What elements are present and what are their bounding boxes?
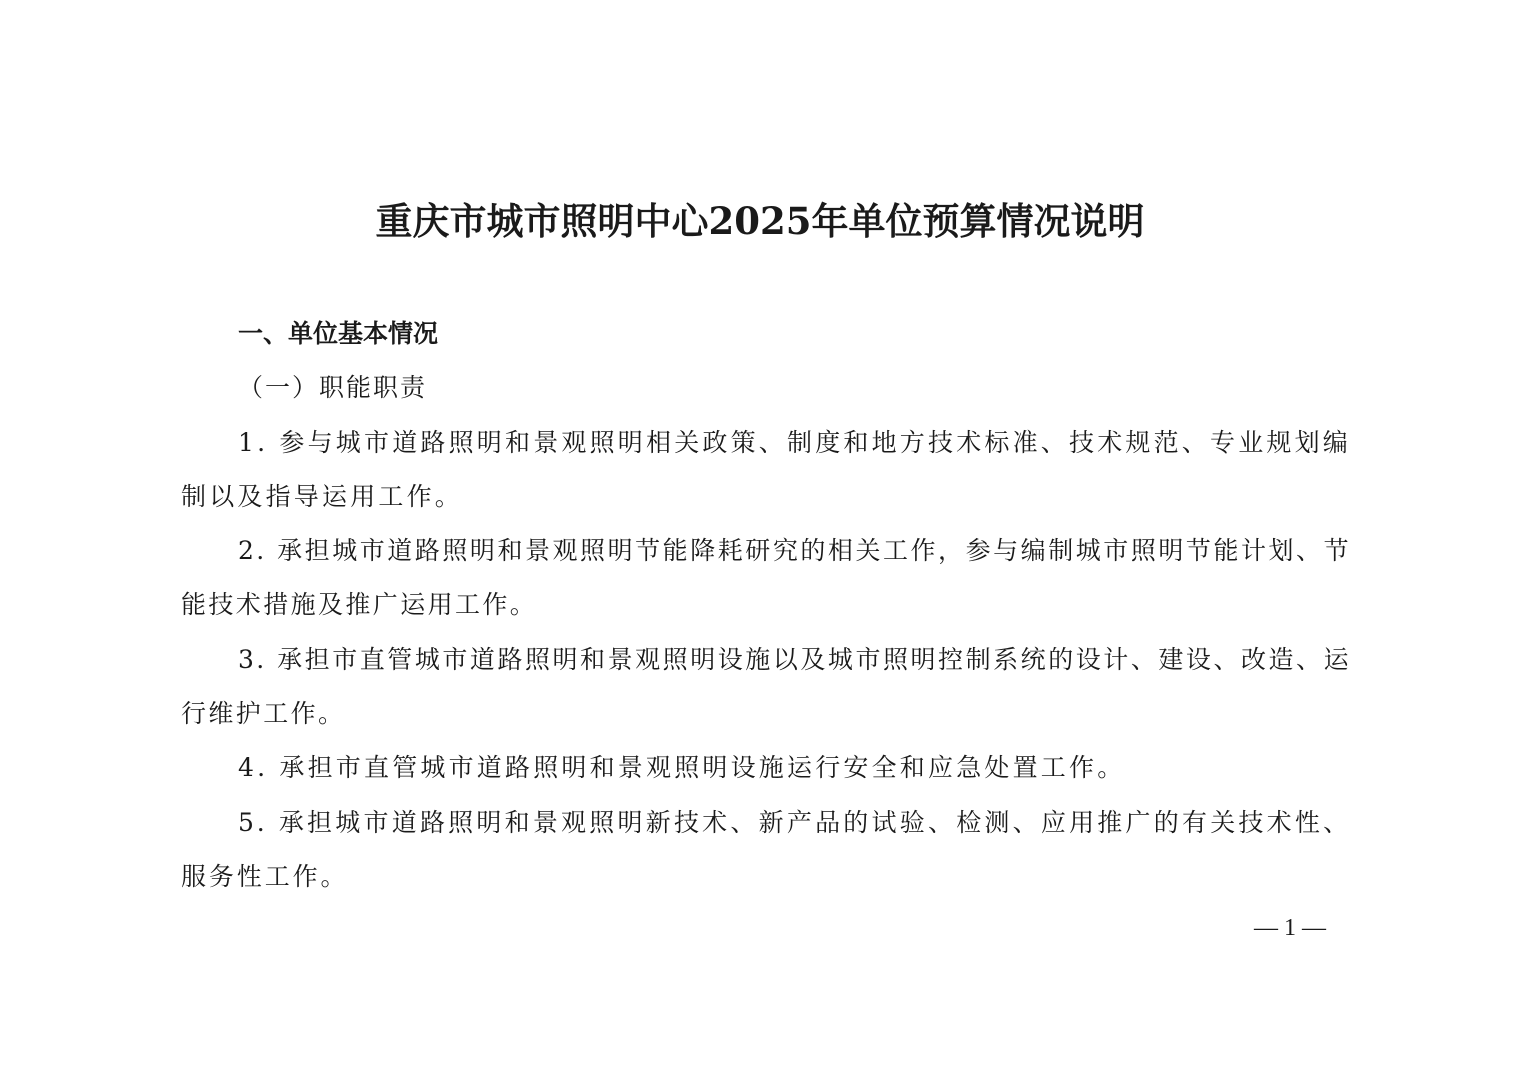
page-number: — 1 — xyxy=(1254,915,1326,941)
document-title: 重庆市城市照明中心2025年单位预算情况说明 xyxy=(375,199,1145,243)
subsection-heading: （一）职能职责 xyxy=(238,373,428,402)
paragraph-5: 5. 承担城市道路照明和景观照明新技术、新产品的试验、检测、应用推广的有关技术性、服务性工作。 xyxy=(181,808,1351,891)
paragraph-1: 1. 参与城市道路照明和景观照明相关政策、制度和地方技术标准、技术规范、专业规划编制以及指导运用工作。 xyxy=(181,428,1352,511)
section-heading: 一、单位基本情况 xyxy=(238,319,439,348)
paragraph-2: 2. 承担城市道路照明和景观照明节能降耗研究的相关工作，参与编制城市照明节能计划、节能技术措施及推广运用工作。 xyxy=(181,536,1351,619)
paragraph-3: 3. 承担市直管城市道路照明和景观照明设施以及城市照明控制系统的设计、建设、改造、运行维护工作。 xyxy=(181,645,1351,728)
paragraph-4: 4. 承担市直管城市道路照明和景观照明设施运行安全和应急处置工作。 xyxy=(238,753,1126,782)
